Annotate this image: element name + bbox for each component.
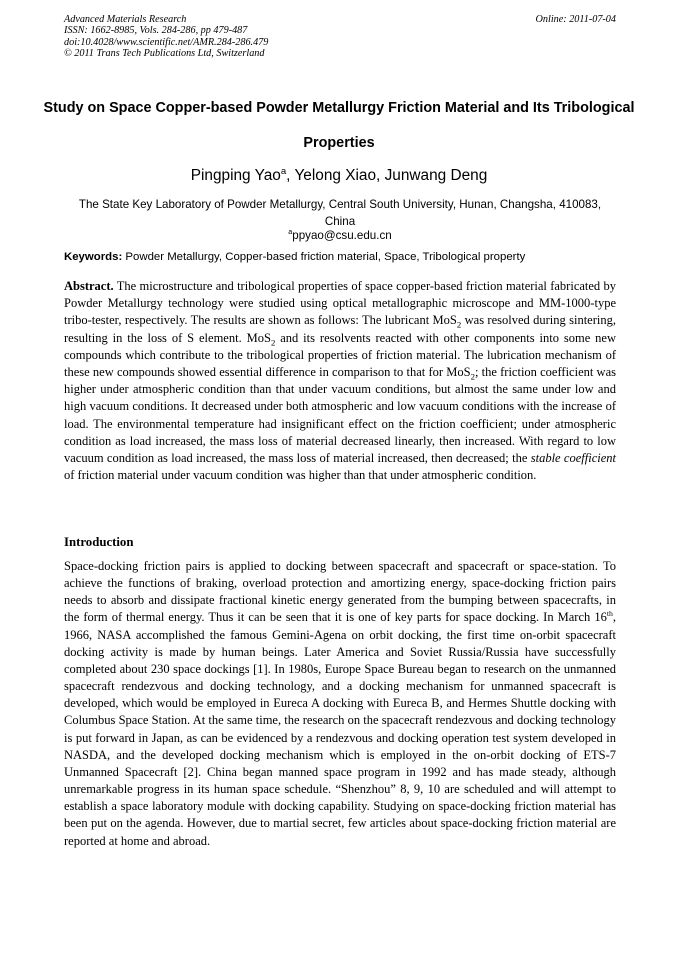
online-date: Online: 2011-07-04: [535, 14, 616, 25]
author-separator: ,: [286, 167, 295, 184]
abstract: [64, 278, 616, 484]
author-name: Yelong Xiao: [294, 167, 377, 184]
intro-text: Space-docking friction pairs is applied to docking between spacecraft and spacecraft or space-station. To achieve the functions of braking, overload protection and amortizing energy, space-docking friction pairs needs to absorb and dissipate fractional kinetic energy generated from the bumping between spacecrafts, in the form of thermal energy. Thus it can be seen that it is one of key parts for space docking. In March 16: [64, 559, 616, 625]
journal-header: [64, 14, 616, 59]
issn-line: ISSN: 1662-8985, Vols. 284-286, pp 479-487: [64, 25, 248, 37]
doi-line: doi:10.4028/www.scientific.net/AMR.284-286.479: [64, 36, 269, 48]
paper-title: Study on Space Copper-based Powder Metallurgy Friction Material and Its Tribological Properties: [43, 100, 635, 151]
author-list: [40, 167, 638, 185]
copyright-line: © 2011 Trans Tech Publications Ltd, Switzerland: [64, 47, 265, 59]
section-heading-introduction: Introduction: [64, 535, 134, 549]
intro-text: , 1966, NASA accomplished the famous Gemini-Agena on orbit docking, the first time on-orbit spacecraft docking activity is made by human beings. Later America and Soviet Russia/Russia have successfully completed about 230 space dockings [1]. In 1980s, Europe Space Bureau began to research on the unmanned spacecraft rendezvous and docking technology, and a docking mechanism for unmanned spacecraft is developed, which would be employed in Eureca A docking with Eureca B, and Hermes Shuttle docking with Columbus Space Station. At the same time, the research on the spacecraft rendezvous and docking technology is put forward in Japan, as can be evidenced by a rendezvous and docking operation test system developed in NASDA, and the developed docking mechanism which is employed in the on-orbit docking of ETS-7 Unmanned Spacecraft [2]. China began manned space program in 1992 and has made steady, although unremarkable progress in its human space schedule. “Shenzhou” 8, 9, 10 are scheduled and will attempt to establish a space laboratory module with docking capability. Studying on space-docking friction material has been put on the agenda. However, due to martial secret, few articles about space-docking friction material are reported at home and abroad.: [64, 610, 616, 848]
subscript: 2: [470, 371, 475, 382]
subscript: 2: [270, 337, 276, 348]
abstract-label: Abstract.: [64, 279, 114, 293]
subscript: 2: [456, 319, 462, 330]
journal-name: Advanced Materials Research: [64, 14, 187, 25]
abstract-text: The microstructure and tribological properties of space copper-based friction material fabricated by Powder Metallurgy technology were studied using optical metallographic microscope and MM-1000-type tribo-tester, respectively. The results are shown as follows: The lubricant MoS: [64, 279, 617, 328]
author-affiliation-mark: a: [280, 165, 287, 177]
abstract-italic-term: stable coefficient: [530, 451, 616, 466]
introduction-paragraph: [64, 558, 616, 850]
keywords-text: Powder Metallurgy, Copper-based friction material, Space, Tribological property: [125, 251, 526, 263]
abstract-text: ; the friction coefficient was higher under atmospheric condition than that under vacuum conditions, but almost the same under low and high vacuum conditions. It decreased under both atmospheric and low vacuum conditions with the increase of load. The environmental temperature had insignificant effect on the friction coefficient; under atmospheric condition as load increased, the mass loss of material decreased linearly, then increased. With regard to low vacuum condition as load increased, the mass loss of material increased, then decreased; the: [64, 365, 616, 466]
keywords-label: Keywords:: [64, 251, 123, 263]
abstract-text: was resolved during sintering, resulting in the loss of S element. MoS: [64, 313, 616, 345]
author-email: [64, 229, 616, 242]
keywords: [64, 251, 616, 263]
abstract-text: and its resolvents reacted with other components into some new compounds which contribute to the tribological properties of friction material. The lubrication mechanism of these new compounds showed essential difference in comparison to that for MoS: [64, 330, 617, 380]
email-affiliation-mark: a: [288, 227, 293, 237]
author-name: Pingping Yao: [190, 167, 281, 184]
author-separator: ,: [376, 167, 385, 184]
abstract-text: of friction material under vacuum condition was higher than that under atmospheric condition.: [64, 468, 537, 483]
email-address: ppyao@csu.edu.cn: [292, 229, 392, 242]
author-name: Junwang Deng: [384, 167, 488, 184]
ordinal-superscript: th: [606, 609, 613, 619]
affiliation: The State Key Laboratory of Powder Metallurgy, Central South University, Hunan, Changsha, 410083, China: [78, 198, 602, 228]
